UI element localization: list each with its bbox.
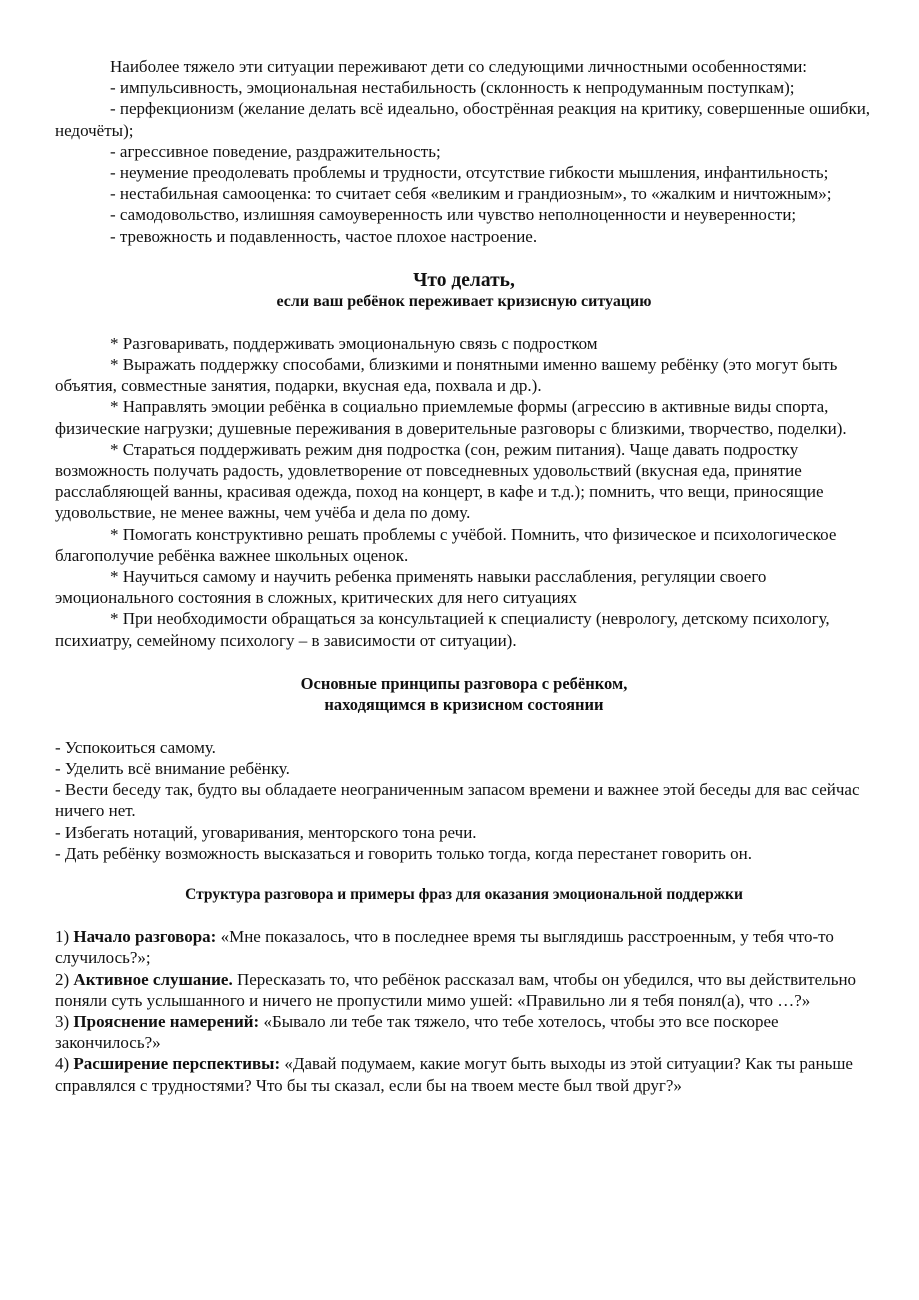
trait-item: - агрессивное поведение, раздражительность;: [110, 141, 441, 161]
principle-item: - Дать ребёнку возможность высказаться и говорить только тогда, когда перестанет говорить он.: [55, 843, 752, 863]
principles-list: [55, 737, 873, 864]
principle-item: - Избегать нотаций, уговаривания, менторского тона речи.: [55, 822, 477, 842]
advice-item: * Научиться самому и научить ребенка применять навыки расслабления, регуляции своего эмоционального состояния в сложных, критических для него ситуациях: [55, 567, 767, 608]
step-number: 4): [55, 1054, 70, 1074]
trait-item: - тревожность и подавленность, частое плохое настроение.: [110, 226, 538, 246]
trait-item: - нестабильная самооценка: то считает себя «великим и грандиозным», то «жалким и ничтожным»;: [110, 184, 832, 204]
step-text: «Мне показалось, что в последнее время ты выглядишь расстроенным, у тебя что-то случилось?»;: [55, 927, 834, 968]
step-label: Прояснение намерений:: [73, 1011, 260, 1031]
what-to-do-title: Что делать,: [413, 269, 515, 291]
trait-item: - импульсивность, эмоциональная нестабильность (склонность к непродуманным поступкам);: [110, 78, 795, 98]
advice-item: * При необходимости обращаться за консультацией к специалисту (неврологу, детскому психологу, психиатру, семейному психологу – в зависимости от ситуации).: [55, 609, 830, 650]
what-to-do-list: [55, 333, 873, 651]
what-to-do-heading: [55, 269, 873, 312]
trait-item: - самодовольство, излишняя самоуверенность или чувство неполноценности и неуверенности;: [110, 205, 797, 225]
structure-step: [55, 1011, 873, 1053]
principle-item: - Уделить всё внимание ребёнку.: [55, 759, 290, 779]
structure-title: Структура разговора и примеры фраз для оказания эмоциональной поддержки: [185, 886, 743, 904]
step-label: Расширение перспективы:: [73, 1054, 281, 1074]
step-text: «Бывало ли тебе так тяжело, что тебе хотелось, чтобы это все поскорее закончилось?»: [55, 1011, 779, 1053]
trait-item: - неумение преодолевать проблемы и трудности, отсутствие гибкости мышления, инфантильность;: [110, 163, 829, 183]
structure-step: [55, 969, 873, 1011]
principles-title-line1: Основные принципы разговора с ребёнком,: [300, 673, 628, 693]
intro-section: [55, 56, 873, 247]
principle-item: - Успокоиться самому.: [55, 737, 216, 757]
step-number: 3): [55, 1011, 70, 1031]
advice-item: * Помогать конструктивно решать проблемы с учёбой. Помнить, что физическое и психологическое благополучие ребёнка важнее школьных оценок.: [55, 524, 837, 565]
principles-title-line2: находящимся в кризисном состоянии: [324, 694, 604, 714]
intro-lead: Наиболее тяжело эти ситуации переживают дети со следующими личностными особенностями:: [110, 57, 808, 76]
advice-item: * Стараться поддерживать режим дня подростка (сон, режим питания). Чаще давать подростку возможность получать радость, удовлетворение от повседневных удовольствий (вкусная еда, принятие расслабляющей ванны, красивая одежда, поход на концерт, в кафе и т.д.); помнить, что вещи, приносящие удовольствие, не менее важны, чем учёба и дела по дому.: [55, 439, 824, 523]
step-text: Пересказать то, что ребёнок рассказал вам, чтобы он убедился, что вы действительно поняли суть услышанного и ничего не пропустили мимо ушей: «Правильно ли я тебя понял(а), что …?»: [55, 969, 857, 1010]
trait-item: - перфекционизм (желание делать всё идеально, обострённая реакция на критику, совершенные ошибки, недочёты);: [55, 99, 871, 140]
step-text: «Давай подумаем, какие могут быть выходы из этой ситуации? Как ты раньше справлялся с трудностями? Что бы ты сказал, если бы на твоем месте был твой друг?»: [55, 1054, 853, 1095]
structure-step: [55, 1053, 873, 1095]
advice-item: * Направлять эмоции ребёнка в социально приемлемые формы (агрессию в активные виды спорта, физические нагрузки; душевные переживания в доверительные разговоры с близкими, творчество, поделки).: [55, 397, 847, 438]
advice-item: * Выражать поддержку способами, близкими и понятными именно вашему ребёнку (это могут быть объятия, совместные занятия, подарки, вкусная еда, похвала и др.).: [55, 355, 838, 396]
step-label: Активное слушание.: [73, 969, 233, 989]
structure-list: [55, 926, 873, 1096]
step-number: 1): [55, 927, 70, 947]
document-page: [55, 56, 873, 1096]
principles-heading: [55, 673, 873, 715]
structure-step: [55, 926, 873, 968]
what-to-do-subtitle: если ваш ребёнок переживает кризисную ситуацию: [276, 292, 652, 310]
principle-item: - Вести беседу так, будто вы обладаете неограниченным запасом времени и важнее этой беседы для вас сейчас ничего нет.: [55, 780, 860, 821]
step-number: 2): [55, 969, 70, 989]
step-label: Начало разговора:: [73, 927, 217, 947]
structure-heading: [55, 885, 873, 905]
advice-item: * Разговаривать, поддерживать эмоциональную связь с подростком: [110, 333, 598, 353]
